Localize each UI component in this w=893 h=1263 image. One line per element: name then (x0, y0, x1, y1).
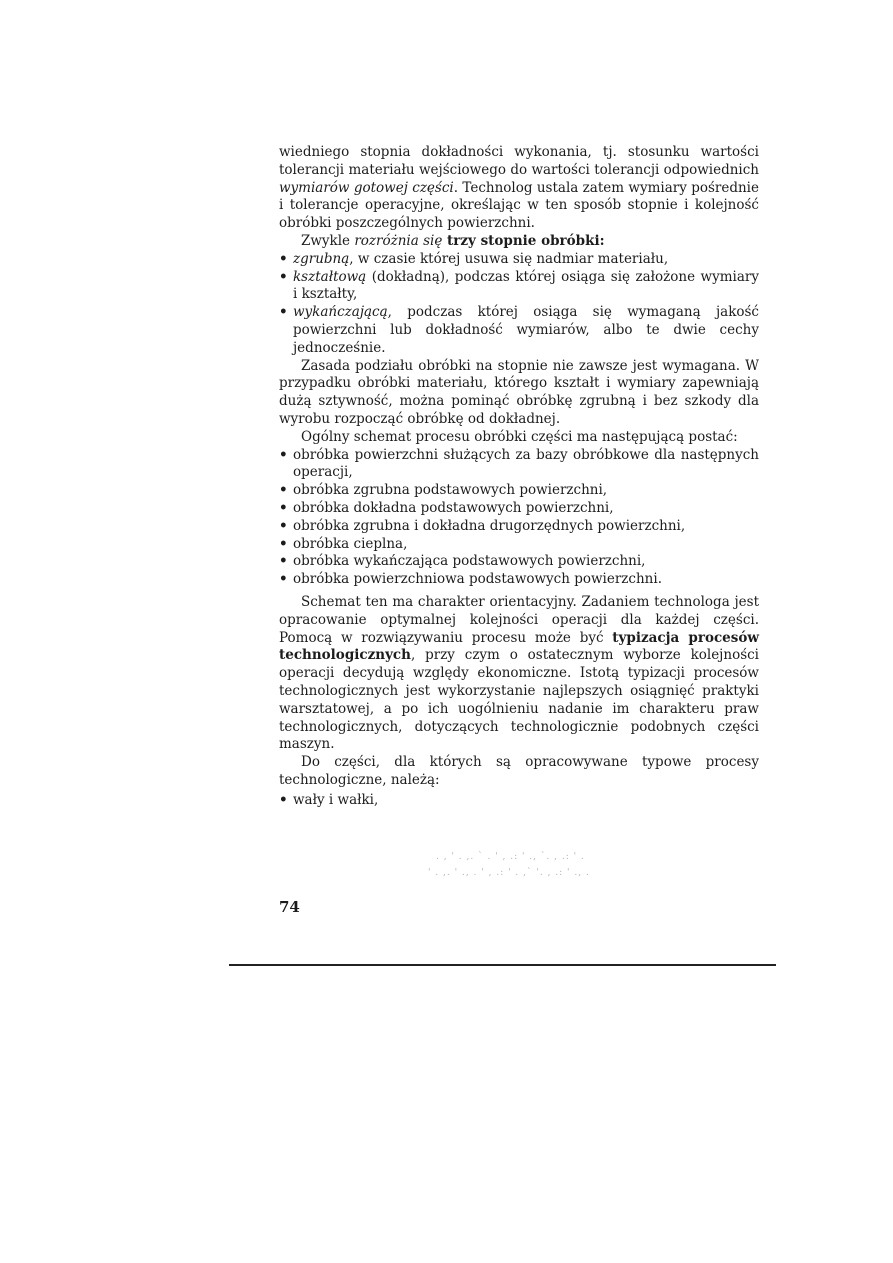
list-item: • obróbka cieplna, (279, 536, 759, 554)
list-item: • kształtową (dokładną), podczas której osiąga się założone wymiary i kształty, (279, 269, 759, 305)
list-item: • zgrubną, w czasie której usuwa się nadmiar materiału, (279, 251, 759, 269)
list-item: • obróbka wykańczająca podstawowych powierzchni, (279, 553, 759, 571)
list-item: • obróbka powierzchniowa podstawowych powierzchni. (279, 571, 759, 589)
page-number: 74 (279, 898, 300, 916)
paragraph-stages-intro: Zwykle rozróżnia się trzy stopnie obróbki: (301, 232, 605, 249)
scan-noise: . , ' . ,. ` . ' , .: ' ., `. , .: ' . (436, 852, 585, 862)
typical-parts-list (279, 792, 759, 810)
stages-list (279, 251, 759, 358)
list-item: • obróbka zgrubna podstawowych powierzchni, (279, 482, 759, 500)
list-item: • obróbka powierzchni służących za bazy obróbkowe dla następnych operacji, (279, 447, 759, 483)
paragraph-typization: Schemat ten ma charakter orientacyjny. Zadaniem technologa jest opracowanie optymalnej kolejności operacji dla każdej części. Pomocą w rozwiązywaniu procesu może być typizacja procesów technologicznych, przy czym o ostatecznym wyborze kolejności operacji decydują względy ekonomiczne. Istotą typizacji procesów technologicznych jest wykorzystanie najlepszych osiągnięć praktyki warsztatowej, a po ich uogólnieniu nadanie im charakteru praw technologicznych, dotyczących technologicznie podobnych części maszyn. (279, 593, 759, 753)
scheme-list (279, 447, 759, 589)
paragraph-scheme-intro: Ogólny schemat procesu obróbki części ma następującą postać: (301, 428, 738, 445)
paragraph-typical-parts-intro: Do części, dla których są opracowywane typowe procesy technologiczne, należą: (279, 754, 759, 788)
list-item: • wykańczającą, podczas której osiąga się wymaganą jakość powierzchni lub dokładność wymiarów, albo te dwie cechy jednocześnie. (279, 304, 759, 357)
list-item: • obróbka dokładna podstawowych powierzchni, (279, 500, 759, 518)
scan-noise: ' . ,. ' ., . ' , .: ' . ,` '. , .: ' ., . (428, 868, 590, 878)
list-item: • obróbka zgrubna i dokładna drugorzędnych powierzchni, (279, 518, 759, 536)
list-item: • wały i wałki, (279, 792, 759, 810)
bottom-rule (229, 964, 776, 966)
page-text-block (279, 144, 759, 809)
paragraph-continuation: wiedniego stopnia dokładności wykonania, tj. stosunku wartości tolerancji materiału wejściowego do wartości tolerancji odpowiednich wymiarów gotowej części. Technolog ustala zatem wymiary pośrednie i tolerancje operacyjne, określając w ten sposób stopnie i kolejność obróbki poszczególnych powierzchni. (279, 144, 759, 232)
paragraph-stages-principle: Zasada podziału obróbki na stopnie nie zawsze jest wymagana. W przypadku obróbki materiału, którego kształt i wymiary zapewniają dużą sztywność, można pominąć obróbkę zgrubną i bez szkody dla wyrobu rozpocząć obróbkę od dokładnej. (279, 357, 759, 427)
